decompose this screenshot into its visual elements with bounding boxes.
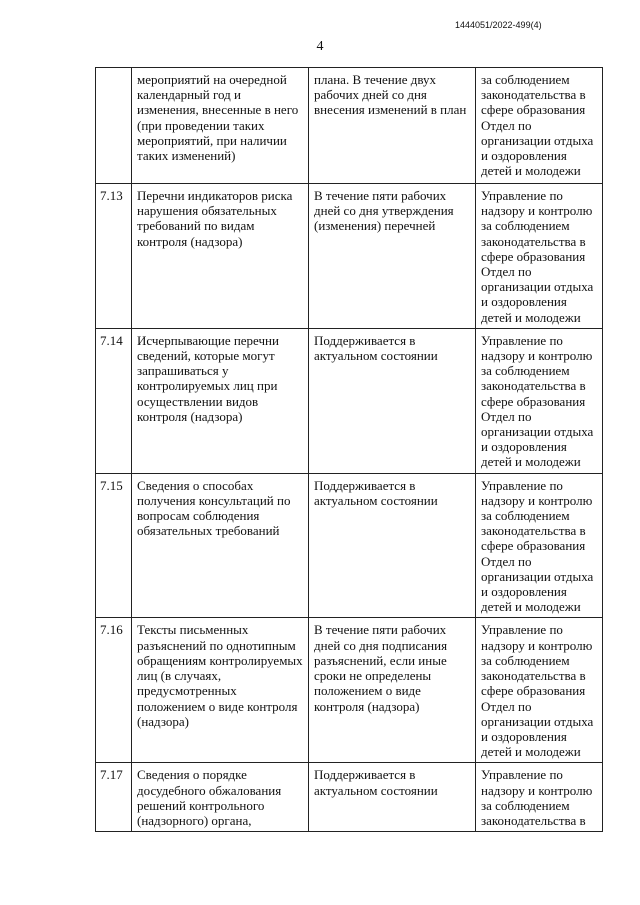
table-row	[96, 328, 603, 473]
term-cell: Поддерживается в актуальном состоянии	[309, 763, 476, 832]
info-cell: Перечни индикаторов риска нарушения обязательных требований по видам контроля (надзора)	[132, 184, 309, 329]
term-cell: Поддерживается в актуальном состоянии	[309, 328, 476, 473]
info-cell: Сведения о способах получения консультаций по вопросам соблюдения обязательных требований	[132, 473, 309, 618]
info-cell: Тексты письменных разъяснений по однотипным обращениям контролируемых лиц (в случаях, предусмотренных положением о виде контроля (надзора)	[132, 618, 309, 763]
row-number-cell: 7.17	[96, 763, 132, 832]
responsible-cell: Управление по надзору и контролю за соблюдением законодательства в сфере образования Отдел по организации отдыха и оздоровления детей и молодежи	[476, 473, 603, 618]
responsible-cell: Управление по надзору и контролю за соблюдением законодательства в	[476, 763, 603, 832]
table-row	[96, 618, 603, 763]
table-row	[96, 473, 603, 618]
row-number-cell	[96, 68, 132, 184]
row-number-cell: 7.15	[96, 473, 132, 618]
info-cell: мероприятий на очередной календарный год и изменения, внесенные в него (при проведении таких мероприятий, при наличии таких изменений)	[132, 68, 309, 184]
term-cell: В течение пяти рабочих дней со дня утверждения (изменения) перечней	[309, 184, 476, 329]
info-cell: Сведения о порядке досудебного обжалования решений контрольного (надзорного) органа,	[132, 763, 309, 832]
measures-table	[95, 67, 603, 832]
responsible-cell: за соблюдением законодательства в сфере образования Отдел по организации отдыха и оздоровления детей и молодежи	[476, 68, 603, 184]
responsible-cell: Управление по надзору и контролю за соблюдением законодательства в сфере образования Отдел по организации отдыха и оздоровления детей и молодежи	[476, 328, 603, 473]
responsible-cell: Управление по надзору и контролю за соблюдением законодательства в сфере образования Отдел по организации отдыха и оздоровления детей и молодежи	[476, 184, 603, 329]
term-cell: плана. В течение двух рабочих дней со дня внесения изменений в план	[309, 68, 476, 184]
row-number-cell: 7.14	[96, 328, 132, 473]
term-cell: Поддерживается в актуальном состоянии	[309, 473, 476, 618]
responsible-cell: Управление по надзору и контролю за соблюдением законодательства в сфере образования Отдел по организации отдыха и оздоровления детей и молодежи	[476, 618, 603, 763]
page-number: 4	[316, 39, 324, 54]
row-number-cell: 7.16	[96, 618, 132, 763]
table-row	[96, 184, 603, 329]
document-registration-code: 1444051/2022-499(4)	[455, 20, 542, 30]
info-cell: Исчерпывающие перечни сведений, которые могут запрашиваться у контролируемых лиц при осуществлении видов контроля (надзора)	[132, 328, 309, 473]
row-number-cell: 7.13	[96, 184, 132, 329]
table-row	[96, 763, 603, 832]
table-row	[96, 68, 603, 184]
term-cell: В течение пяти рабочих дней со дня подписания разъяснений, если иные сроки не определены положением о виде контроля (надзора)	[309, 618, 476, 763]
